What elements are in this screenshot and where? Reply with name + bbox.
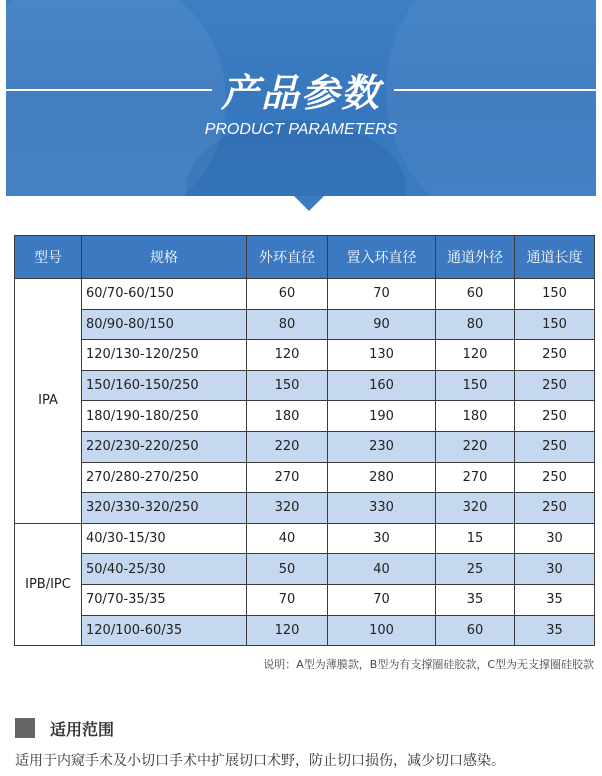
model-cell: IPB/IPC bbox=[15, 523, 82, 645]
channel-outer-diameter-cell: 180 bbox=[436, 401, 515, 432]
spec-cell: 80/90-80/150 bbox=[82, 309, 247, 340]
table-row bbox=[15, 309, 595, 340]
section-title: 适用范围 bbox=[50, 720, 115, 739]
section-marker bbox=[15, 718, 35, 738]
outer-ring-diameter-cell: 40 bbox=[247, 523, 328, 554]
table-row bbox=[15, 584, 595, 615]
channel-length-cell: 250 bbox=[515, 401, 595, 432]
table-row bbox=[15, 340, 595, 371]
table-row bbox=[15, 370, 595, 401]
outer-ring-diameter-cell: 60 bbox=[247, 279, 328, 310]
table-row bbox=[15, 523, 595, 554]
channel-outer-diameter-cell: 60 bbox=[436, 279, 515, 310]
channel-length-cell: 150 bbox=[515, 279, 595, 310]
outer-ring-diameter-cell: 50 bbox=[247, 554, 328, 585]
spec-cell: 320/330-320/250 bbox=[82, 493, 247, 524]
outer-ring-diameter-cell: 150 bbox=[247, 370, 328, 401]
table-note: 说明：A型为薄膜款，B型为有支撑圈硅胶款，C型为无支撑圈硅胶款 bbox=[263, 658, 594, 671]
inserted-ring-diameter-cell: 30 bbox=[328, 523, 436, 554]
down-arrow-icon bbox=[294, 196, 324, 211]
channel-outer-diameter-cell: 150 bbox=[436, 370, 515, 401]
table-row bbox=[15, 615, 595, 646]
outer-ring-diameter-cell: 220 bbox=[247, 431, 328, 462]
inserted-ring-diameter-cell: 100 bbox=[328, 615, 436, 646]
page-subtitle: PRODUCT PARAMETERS bbox=[204, 121, 398, 138]
parameters-table bbox=[14, 235, 595, 646]
spec-cell: 120/130-120/250 bbox=[82, 340, 247, 371]
channel-length-cell: 35 bbox=[515, 615, 595, 646]
channel-outer-diameter-cell: 35 bbox=[436, 584, 515, 615]
inserted-ring-diameter-cell: 70 bbox=[328, 279, 436, 310]
page-title: 产品参数 bbox=[220, 71, 381, 115]
spec-cell: 120/100-60/35 bbox=[82, 615, 247, 646]
outer-ring-diameter-cell: 70 bbox=[247, 584, 328, 615]
spec-cell: 40/30-15/30 bbox=[82, 523, 247, 554]
channel-outer-diameter-cell: 120 bbox=[436, 340, 515, 371]
outer-ring-diameter-cell: 270 bbox=[247, 462, 328, 493]
channel-length-cell: 250 bbox=[515, 493, 595, 524]
column-header-model: 型号 bbox=[15, 236, 82, 279]
channel-outer-diameter-cell: 220 bbox=[436, 431, 515, 462]
column-header-channel-length: 通道长度 bbox=[515, 236, 595, 279]
inserted-ring-diameter-cell: 230 bbox=[328, 431, 436, 462]
table-row bbox=[15, 401, 595, 432]
table-row bbox=[15, 462, 595, 493]
channel-length-cell: 250 bbox=[515, 340, 595, 371]
inserted-ring-diameter-cell: 280 bbox=[328, 462, 436, 493]
spec-cell: 180/190-180/250 bbox=[82, 401, 247, 432]
column-header-spec: 规格 bbox=[82, 236, 247, 279]
model-cell: IPA bbox=[15, 279, 82, 524]
inserted-ring-diameter-cell: 70 bbox=[328, 584, 436, 615]
channel-length-cell: 250 bbox=[515, 462, 595, 493]
inserted-ring-diameter-cell: 90 bbox=[328, 309, 436, 340]
inserted-ring-diameter-cell: 330 bbox=[328, 493, 436, 524]
inserted-ring-diameter-cell: 190 bbox=[328, 401, 436, 432]
channel-outer-diameter-cell: 15 bbox=[436, 523, 515, 554]
spec-cell: 50/40-25/30 bbox=[82, 554, 247, 585]
outer-ring-diameter-cell: 120 bbox=[247, 615, 328, 646]
channel-length-cell: 150 bbox=[515, 309, 595, 340]
section-description: 适用于内窥手术及小切口手术中扩展切口术野，防止切口损伤，减少切口感染。 bbox=[15, 753, 505, 769]
table-row bbox=[15, 279, 595, 310]
spec-cell: 220/230-220/250 bbox=[82, 431, 247, 462]
channel-outer-diameter-cell: 270 bbox=[436, 462, 515, 493]
channel-length-cell: 35 bbox=[515, 584, 595, 615]
outer-ring-diameter-cell: 120 bbox=[247, 340, 328, 371]
spec-cell: 150/160-150/250 bbox=[82, 370, 247, 401]
spec-cell: 70/70-35/35 bbox=[82, 584, 247, 615]
spec-cell: 270/280-270/250 bbox=[82, 462, 247, 493]
table-row bbox=[15, 554, 595, 585]
inserted-ring-diameter-cell: 160 bbox=[328, 370, 436, 401]
spec-cell: 60/70-60/150 bbox=[82, 279, 247, 310]
channel-length-cell: 250 bbox=[515, 370, 595, 401]
channel-length-cell: 30 bbox=[515, 523, 595, 554]
table-row bbox=[15, 431, 595, 462]
channel-length-cell: 30 bbox=[515, 554, 595, 585]
column-header-inserted-ring-diameter: 置入环直径 bbox=[328, 236, 436, 279]
outer-ring-diameter-cell: 320 bbox=[247, 493, 328, 524]
channel-outer-diameter-cell: 320 bbox=[436, 493, 515, 524]
outer-ring-diameter-cell: 80 bbox=[247, 309, 328, 340]
channel-outer-diameter-cell: 25 bbox=[436, 554, 515, 585]
table-header-row bbox=[15, 236, 595, 279]
column-header-channel-outer-diameter: 通道外径 bbox=[436, 236, 515, 279]
outer-ring-diameter-cell: 180 bbox=[247, 401, 328, 432]
column-header-outer-ring-diameter: 外环直径 bbox=[247, 236, 328, 279]
channel-outer-diameter-cell: 60 bbox=[436, 615, 515, 646]
inserted-ring-diameter-cell: 130 bbox=[328, 340, 436, 371]
table-row bbox=[15, 493, 595, 524]
inserted-ring-diameter-cell: 40 bbox=[328, 554, 436, 585]
channel-length-cell: 250 bbox=[515, 431, 595, 462]
channel-outer-diameter-cell: 80 bbox=[436, 309, 515, 340]
